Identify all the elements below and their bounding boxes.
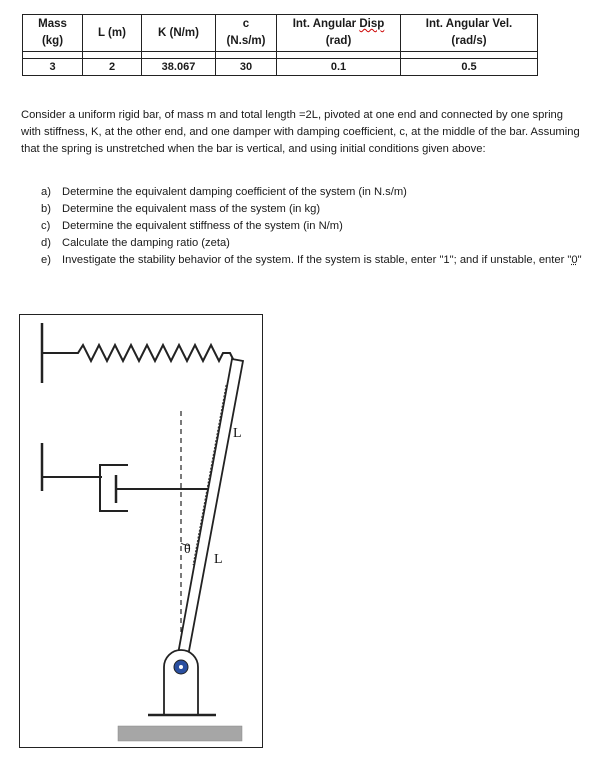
pivot-support xyxy=(148,650,216,715)
value-length: 2 xyxy=(83,59,142,76)
ground xyxy=(118,726,242,741)
header-length: L (m) xyxy=(83,15,142,52)
table-spacer-row xyxy=(23,52,538,59)
problem-statement: Consider a uniform rigid bar, of mass m and total length =2L, pivoted at one end and connected by one spring with stiffness, K, at the other end, and one damper with damping coefficient, c, at the middle of the bar. Assuming that the spring is unstretched when the bar is vertical, and using initial conditions given above: xyxy=(21,109,580,155)
table-header-row xyxy=(23,15,538,52)
header-stiffness: K (N/m) xyxy=(142,15,216,52)
diagram-drawing xyxy=(20,315,262,747)
label-upper-length: L xyxy=(233,426,242,441)
task-item: d) Calculate the damping ratio (zeta) xyxy=(41,237,230,249)
task-item: c) Determine the equivalent stiffness of the system (in N/m) xyxy=(41,220,343,232)
value-mass: 3 xyxy=(23,59,83,76)
header-mass: Mass (kg) xyxy=(23,15,83,52)
spring xyxy=(42,345,235,363)
header-initial-displacement: Int. Angular Disp (rad) xyxy=(277,15,401,52)
label-lower-length: L xyxy=(214,552,223,567)
table-value-row xyxy=(23,59,538,76)
label-angle-theta: θ xyxy=(184,542,191,557)
parameters-table xyxy=(22,14,538,76)
value-initial-displacement: 0.1 xyxy=(277,59,401,76)
rigid-bar xyxy=(176,359,243,667)
value-damping: 30 xyxy=(216,59,277,76)
damper xyxy=(42,465,219,511)
header-damping: c (N.s/m) xyxy=(216,15,277,52)
task-item: e) Investigate the stability behavior of the system. If the system is stable, enter "1"; and if unstable, enter "0" xyxy=(41,254,582,266)
value-stiffness: 38.067 xyxy=(142,59,216,76)
header-initial-velocity: Int. Angular Vel. (rad/s) xyxy=(401,15,538,52)
value-initial-velocity: 0.5 xyxy=(401,59,538,76)
task-list xyxy=(41,184,586,269)
task-item: a) Determine the equivalent damping coefficient of the system (in N.s/m) xyxy=(41,186,407,198)
mechanism-diagram xyxy=(19,314,263,748)
task-item: b) Determine the equivalent mass of the system (in kg) xyxy=(41,203,321,215)
